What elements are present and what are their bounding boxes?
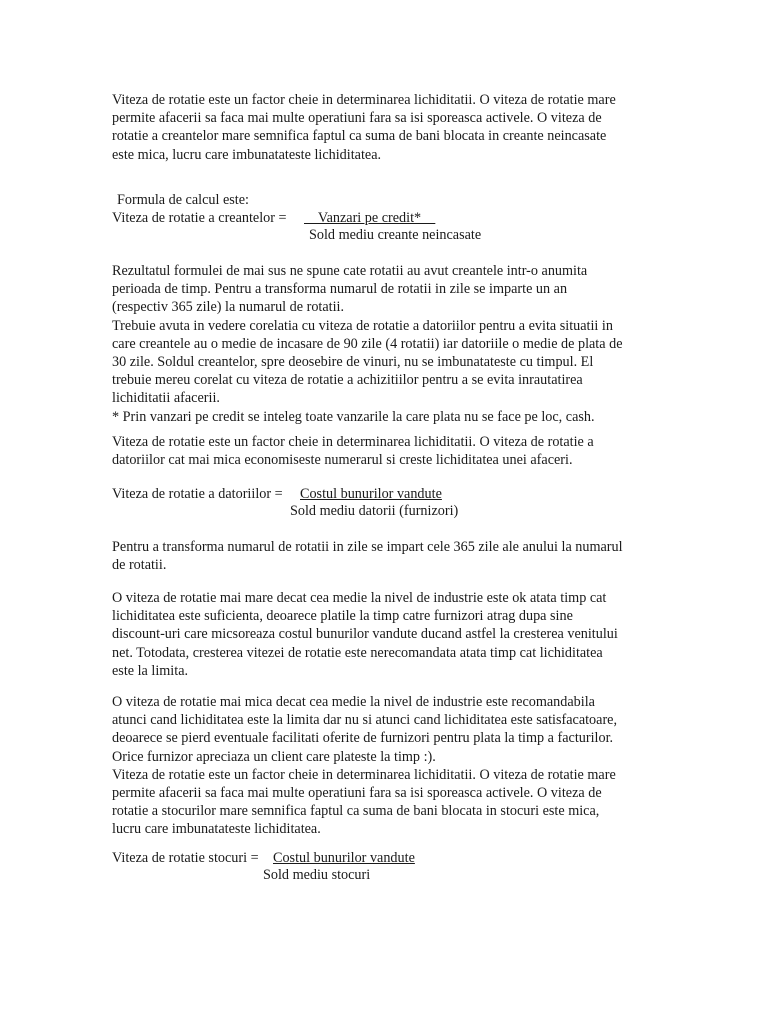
text-line: Pentru a transforma numarul de rotatii in zile se impart cele 365 zile ale anului la numarul <box>112 539 623 555</box>
text-line: Viteza de rotatie este un factor cheie in determinarea lichiditatii. O viteza de rotatie a <box>112 434 594 450</box>
text-line: deoarece se pierd eventuale facilitati oferite de furnizori pentru plata la timp a facturilor. <box>112 730 614 747</box>
formula-left-side: Viteza de rotatie stocuri = <box>112 850 259 866</box>
text-line: discount-uri care micsoreaza costul bunurilor vandute ducand astfel la cresterea venitului <box>112 626 618 643</box>
text-line: care creantele au o medie de incasare de 90 zile (4 rotatii) iar datoriile o medie de plata de <box>112 335 623 352</box>
text-line: Orice furnizor apreciaza un client care plateste la timp :). <box>112 748 436 765</box>
text-line: lichiditatea este suficienta, deoarece platile la timp catre furnizori atrag dupa sine <box>112 608 573 625</box>
paragraph-rezultat-formula <box>112 262 660 426</box>
footnote-line: * Prin vanzari pe credit se inteleg toate vanzarile la care plata nu se face pe loc, cash. <box>112 408 595 425</box>
paragraph-datorii-intro <box>112 433 660 469</box>
text-line: Viteza de rotatie este un factor cheie in determinarea lichiditatii. O viteza de rotatie mare <box>112 766 616 783</box>
paragraph-viteza-mica-stocuri <box>112 693 660 839</box>
text-line: O viteza de rotatie mai mica decat cea medie la nivel de industrie este recomandabila <box>112 694 595 710</box>
formula-numerator: Vanzari pe credit* <box>304 210 436 226</box>
text-line: rotatie a stocurilor mare semnifica faptul ca suma de bani blocata in stocuri este mica, <box>112 803 600 820</box>
text-line: este mica, lucru care imbunatateste lichiditatea. <box>112 146 382 163</box>
paragraph-viteza-mare <box>112 589 660 680</box>
formula-denominator: Sold mediu datorii (furnizori) <box>290 503 459 519</box>
text-line: este la limita. <box>112 662 189 679</box>
text-line: perioada de timp. Pentru a transforma numarul de rotatii in zile se imparte un an <box>112 281 568 298</box>
text-line: datoriilor cat mai mica economiseste numerarul si creste lichiditatea unei afaceri. <box>112 452 573 469</box>
formula-denominator: Sold mediu creante neincasate <box>309 227 482 243</box>
text-line: Trebuie avuta in vedere corelatia cu viteza de rotatie a datoriilor pentru a evita situatii in <box>112 317 613 334</box>
formula-left-side: Viteza de rotatie a datoriilor = <box>112 486 283 502</box>
text-line: rotatie a creantelor mare semnifica faptul ca suma de bani blocata in creante neincasate <box>112 128 607 145</box>
text-line: lichiditatii afacerii. <box>112 390 220 407</box>
paragraph-transformare-zile <box>112 538 660 574</box>
text-line: (respectiv 365 zile) la numarul de rotatii. <box>112 299 345 316</box>
text-line: permite afacerii sa faca mai multe operatiuni fara sa isi sporeasca activele. O viteza de <box>112 785 602 802</box>
text-line: net. Totodata, cresterea vitezei de rotatie este nerecomandata atata timp cat lichiditatea <box>112 644 603 661</box>
text-line: permite afacerii sa faca mai multe operatiuni fara sa isi sporeasca activele. O viteza de <box>112 110 602 127</box>
text-line: lucru care imbunatateste lichiditatea. <box>112 821 321 838</box>
text-line: Rezultatul formulei de mai sus ne spune cate rotatii au avut creantele intr-o anumita <box>112 263 588 279</box>
text-line: Viteza de rotatie este un factor cheie in determinarea lichiditatii. O viteza de rotatie mare <box>112 92 616 108</box>
formula-intro: Formula de calcul este: <box>117 192 249 208</box>
formula-numerator: Costul bunurilor vandute <box>273 850 415 866</box>
text-line: 30 zile. Soldul creantelor, spre deosebire de vinuri, nu se imbunatateste cu timpul. El <box>112 354 594 371</box>
text-line: O viteza de rotatie mai mare decat cea medie la nivel de industrie este ok atata timp cat <box>112 590 607 606</box>
paragraph-lichiditate-intro <box>112 91 660 164</box>
text-line: atunci cand lichiditatea este la limita dar nu si atunci cand lichiditatea este satisfacatoare, <box>112 712 618 729</box>
text-line: de rotatii. <box>112 557 167 574</box>
formula-numerator: Costul bunurilor vandute <box>300 486 442 502</box>
text-line: trebuie mereu corelat cu viteza de rotatie a achizitiilor pentru a se evita inrautatirea <box>112 372 583 389</box>
formula-denominator: Sold mediu stocuri <box>263 867 371 883</box>
formula-left-side: Viteza de rotatie a creantelor = <box>112 210 287 226</box>
